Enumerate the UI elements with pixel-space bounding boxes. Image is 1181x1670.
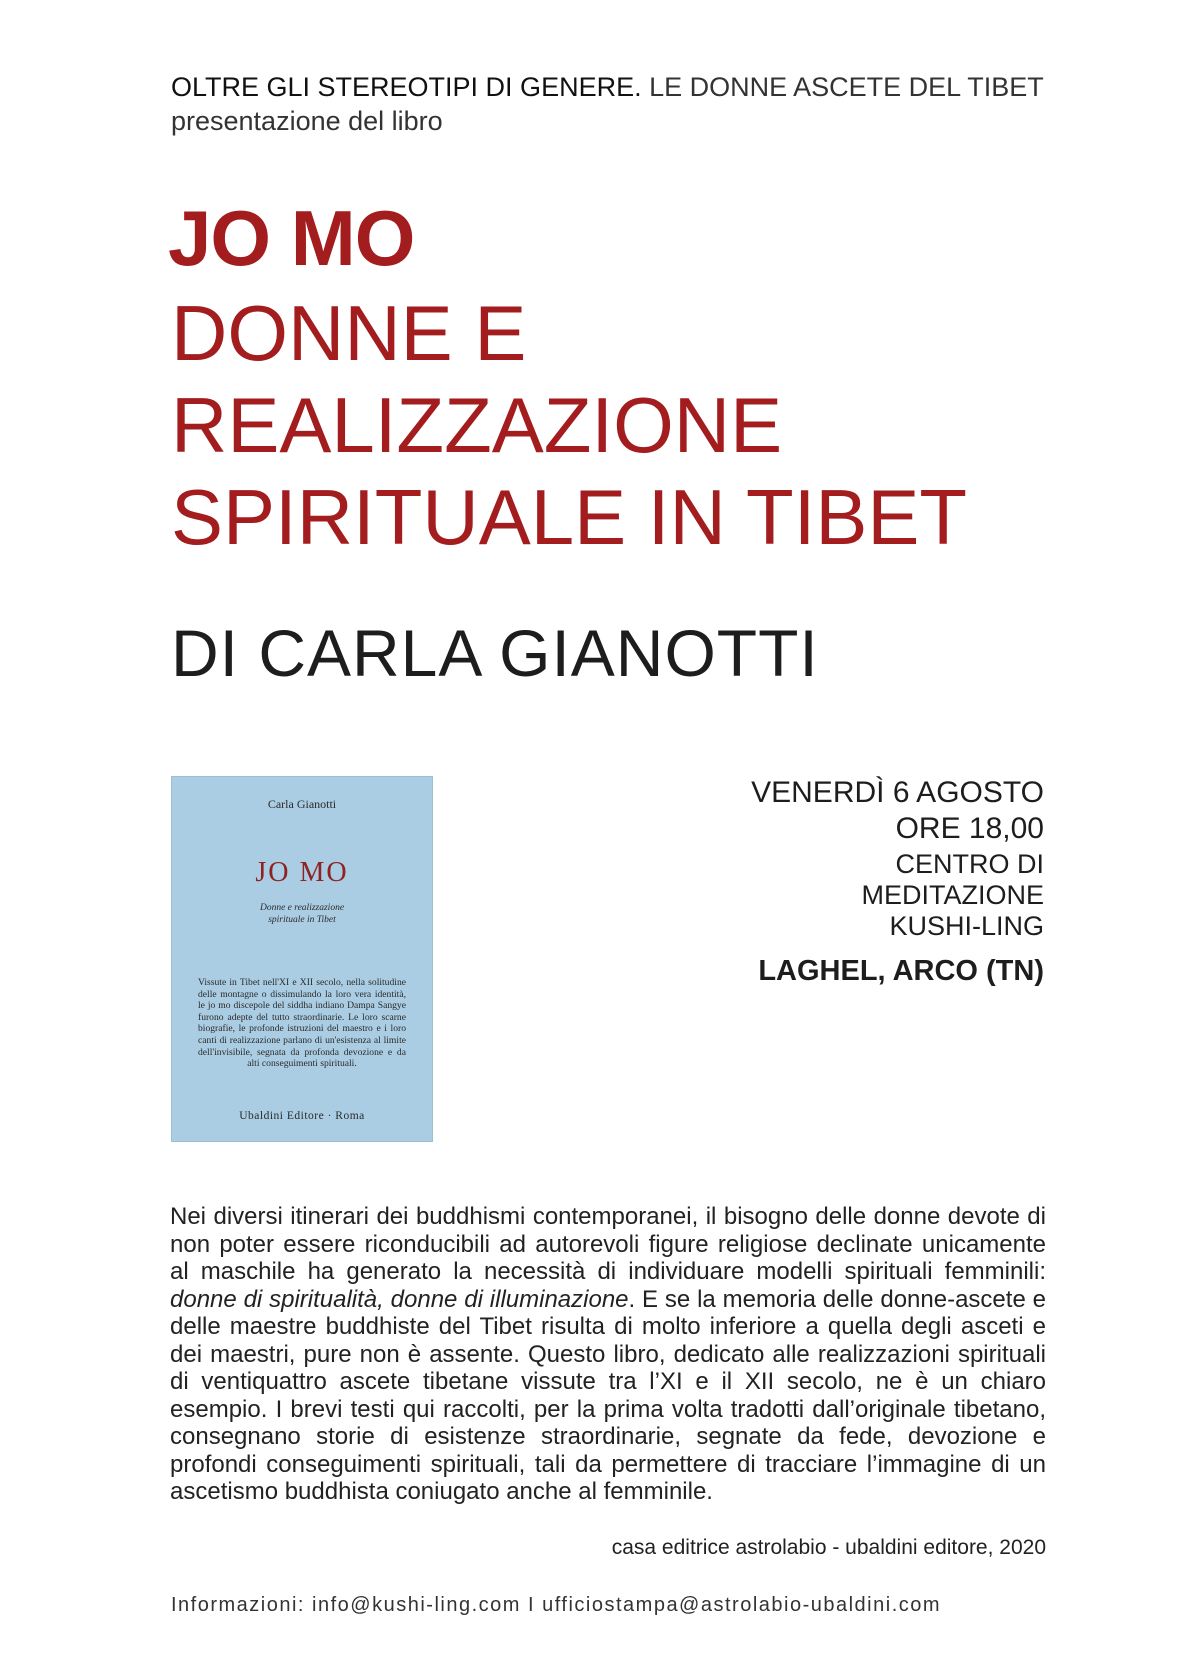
book-subtitle-line: SPIRITUALE IN TIBET: [171, 473, 968, 561]
event-venue-line: KUSHI-LING: [889, 911, 1044, 941]
description-italic: donne di spiritualità, donne di illuminazione: [170, 1285, 629, 1313]
event-venue: [751, 849, 1044, 942]
cover-subtitle-line: Donne e realizzazione: [259, 903, 345, 913]
series-heading: [171, 72, 1044, 103]
publisher-credit: casa editrice astrolabio - ubaldini editore, 2020: [611, 1536, 1046, 1559]
book-subtitle-line: REALIZZAZIONE: [171, 381, 783, 469]
event-date: VENERDÌ 6 AGOSTO: [751, 776, 1044, 809]
event-time: ORE 18,00: [895, 812, 1044, 845]
book-title: JO MO: [168, 194, 415, 282]
series-heading-bold: OLTRE GLI STEREOTIPI DI GENERE.: [171, 72, 642, 102]
cover-author: Carla Gianotti: [267, 797, 337, 811]
cover-subtitle-line: spirituale in Tibet: [268, 915, 336, 925]
cover-blurb: Vissute in Tibet nell'XI e XII secolo, nella solitudine delle montagne o dissimulando la loro vera identità, le jo mo discepole del siddha indiano Dampa Sangye furono adepte del tutto straordinarie. Le loro scarne biografie, le profonde istruzioni del maestro e i loro canti di realizzazione parlano di un'esistenza al limite dell'invisibile, segnata da profonda devozione e da alti conseguimenti spirituali.: [198, 977, 406, 1070]
description-text: Nei diversi itinerari dei buddhismi contemporanei, il bisogno delle donne devote di non poter essere riconducibili ad autorevoli figure religiose declinate unicamente al maschile ha generato la necessità di individuare modelli spirituali femminili:: [170, 1203, 1046, 1285]
series-heading-rest: LE DONNE ASCETE DEL TIBET: [641, 72, 1044, 102]
author-name: DI CARLA GIANOTTI: [171, 616, 819, 690]
book-subtitle-line: DONNE E: [171, 289, 527, 377]
book-cover-image: [171, 776, 433, 1142]
event-info: [751, 774, 1044, 988]
cover-subtitle: [172, 902, 432, 926]
contact-info: Informazioni: info@kushi-ling.com I ufficiostampa@astrolabio-ubaldini.com: [171, 1594, 942, 1616]
cover-title: JO MO: [255, 857, 349, 888]
book-description: [170, 1203, 1046, 1506]
event-place: LAGHEL, ARCO (TN): [758, 955, 1044, 987]
description-text: . E se la memoria delle donne-ascete e delle maestre buddhiste del Tibet risulta di molto inferiore a quella degli asceti e dei maestri, pure non è assente. Questo libro, dedicato alle realizzazioni spirituali di ventiquattro ascete tibetane vissute tra l’XI e il XII secolo, ne è un chiaro esempio. I brevi testi qui raccolti, per la prima volta tradotti dall’originale tibetano, consegnano storie di esistenze straordinarie, segnate da fede, devozione e profondi conseguimenti spirituali, tali da permettere di tracciare l’immagine di un ascetismo buddhista coniugato anche al femminile.: [170, 1285, 1046, 1505]
event-venue-line: CENTRO DI: [895, 849, 1044, 879]
presentation-label: presentazione del libro: [171, 106, 443, 136]
cover-publisher: Ubaldini Editore · Roma: [239, 1110, 365, 1122]
event-venue-line: MEDITAZIONE: [861, 880, 1044, 910]
